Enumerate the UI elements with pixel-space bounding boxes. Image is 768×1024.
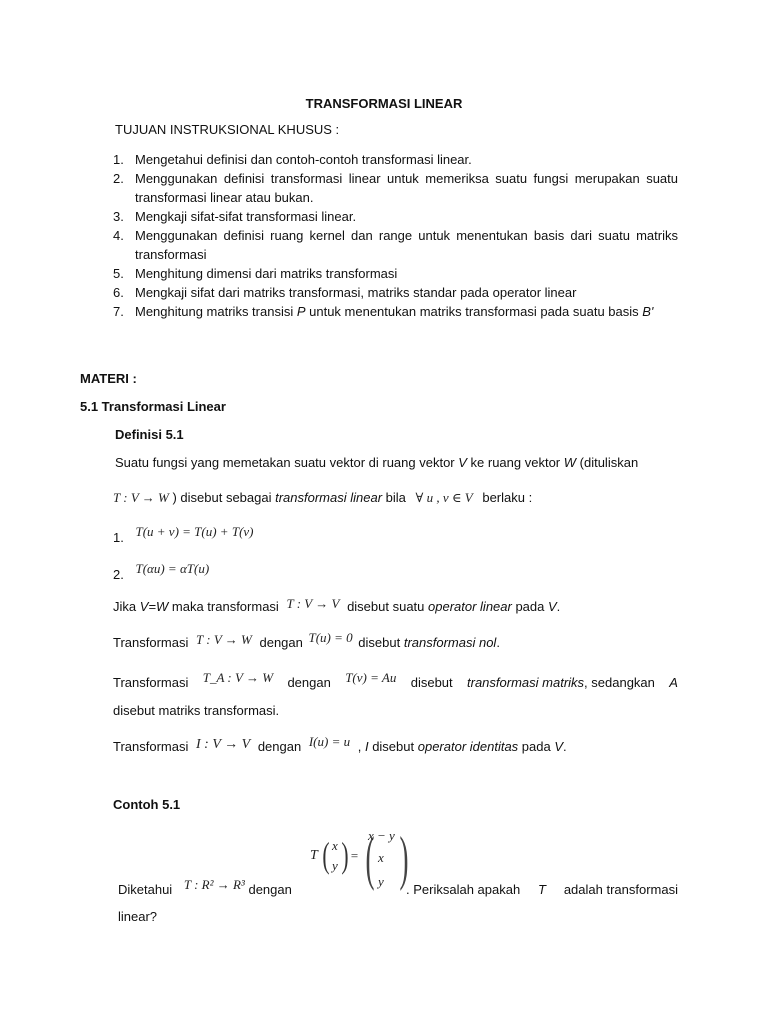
definition-line-2: T : V → W ) disebut sebagai transformasi linear bila ∀ u , v ∈ V berlaku :	[113, 490, 533, 505]
formula-homogeneity: T(αu) = αT(u)	[135, 561, 210, 576]
formula-t-v-w: T : V → W	[113, 490, 169, 505]
statement-operator-linear: Jika V=W maka transformasi T : V → V disebut suatu operator linear pada V.	[113, 596, 561, 614]
objectives-heading: TUJUAN INSTRUKSIONAL KHUSUS :	[115, 122, 340, 137]
list-item: 3. Mengkaji sifat-sifat transformasi linear.	[113, 209, 357, 224]
list-item: 4. Menggunakan definisi ruang kernel dan range untuk menentukan basis dari suatu matriks transformasi	[113, 228, 678, 262]
formula-t-r2-r3: T : R² → R³	[183, 877, 245, 892]
statement-transformasi-matriks: Transformasi T_A : V → W dengan T(v) = Au disebut transformasi matriks, sedangkan A	[113, 670, 678, 690]
example-statement: Diketahui T : R² → R³ dengan . Periksalah apakah T adalah transformasi	[118, 877, 678, 897]
formula-additivity: T(u + v) = T(u) + T(v)	[135, 524, 254, 539]
list-item: 2. Menggunakan definisi transformasi linear untuk memeriksa suatu fungsi merupakan suatu transformasi linear atau bukan.	[113, 171, 678, 205]
definition-line-1: Suatu fungsi yang memetakan suatu vektor di ruang vektor V ke ruang vektor W (dituliskan	[115, 455, 639, 470]
matrix-rhs-entry: x − y	[368, 828, 395, 843]
matrix-lhs-entry: y	[332, 858, 338, 873]
statement-transformasi-nol: Transformasi T : V → W dengan T(u) = 0 disebut transformasi nol.	[113, 630, 500, 650]
matrix-rhs-entry: x	[378, 850, 384, 865]
formula-forall: ∀ u , v ∈ V	[415, 490, 473, 505]
matrix-equation: T ( x y ) = ( x − y x y )	[310, 825, 409, 891]
list-item: 6. Mengkaji sifat dari matriks transformasi, matriks standar pada operator linear	[113, 285, 577, 300]
condition-2: 2. T(αu) = αT(u)	[113, 561, 210, 582]
statement-operator-identitas: Transformasi I : V → V dengan I(u) = u , I disebut operator identitas pada V.	[113, 734, 567, 754]
statement-transformasi-matriks-line-2: disebut matriks transformasi.	[113, 703, 280, 718]
example-statement-line-2: linear?	[118, 909, 158, 924]
condition-1: 1. T(u + v) = T(u) + T(v)	[113, 524, 254, 545]
list-item: 5. Menghitung dimensi dari matriks transformasi	[113, 266, 398, 281]
objectives-list	[113, 150, 678, 321]
matrix-rhs-entry: y	[378, 874, 384, 889]
list-item: 1. Mengetahui definisi dan contoh-contoh transformasi linear.	[113, 152, 472, 167]
materi-heading: MATERI :	[80, 371, 137, 386]
example-heading: Contoh 5.1	[113, 797, 181, 812]
list-item: 7. Menghitung matriks transisi P untuk menentukan matriks transformasi pada suatu basis B'	[113, 304, 654, 319]
section-heading: 5.1 Transformasi Linear	[80, 399, 226, 414]
matrix-lhs-entry: x	[332, 838, 338, 853]
definition-heading: Definisi 5.1	[115, 427, 184, 442]
page-title: TRANSFORMASI LINEAR	[305, 96, 463, 111]
